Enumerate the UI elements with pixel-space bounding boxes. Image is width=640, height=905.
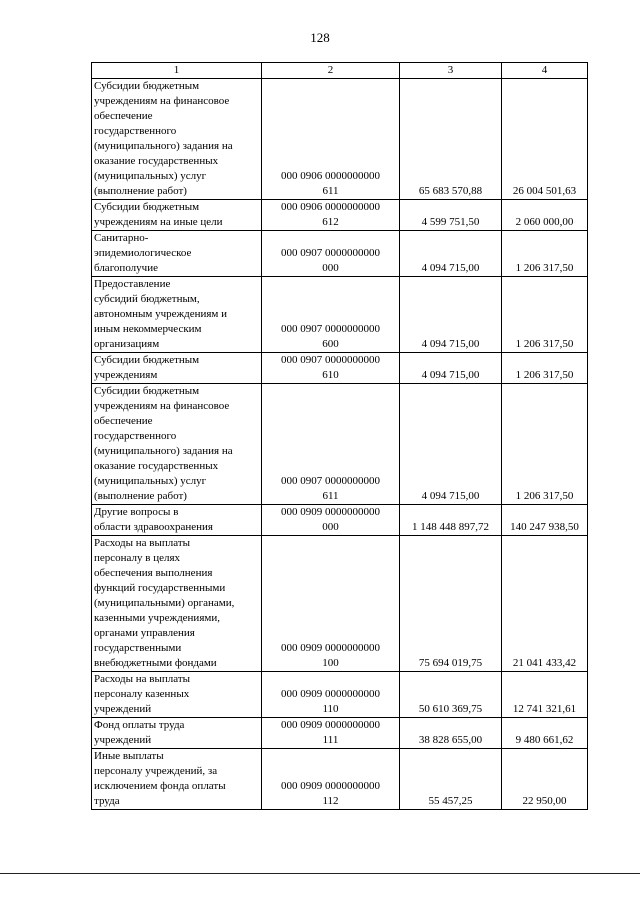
row-code: 000 0907 0000000000 611 (262, 384, 400, 505)
table-row (92, 672, 588, 718)
row-code: 000 0906 0000000000 611 (262, 79, 400, 200)
row-value-col3: 38 828 655,00 (400, 718, 502, 749)
row-name (92, 749, 262, 810)
column-header-4: 4 (502, 63, 588, 79)
row-code: 000 0907 0000000000 610 (262, 353, 400, 384)
row-name-text: Другие вопросы в области здравоохранения (94, 506, 213, 533)
row-name-text: Субсидии бюджетным учреждениям на иные цели (94, 201, 223, 228)
row-name-text: Расходы на выплаты персоналу в целях обеспечения выполнения функций государственными (муниципальными) органами, казенными учреждениями, органами управления государственными внебюджетными фондами (94, 537, 235, 669)
row-name (92, 79, 262, 200)
row-code: 000 0909 0000000000 111 (262, 718, 400, 749)
row-name (92, 505, 262, 536)
table-row (92, 505, 588, 536)
row-name (92, 718, 262, 749)
row-value-col4: 2 060 000,00 (502, 200, 588, 231)
row-code: 000 0909 0000000000 112 (262, 749, 400, 810)
page-bottom-divider (0, 873, 640, 874)
row-value-col3: 4 094 715,00 (400, 277, 502, 353)
row-value-col4: 12 741 321,61 (502, 672, 588, 718)
table-row (92, 353, 588, 384)
row-name-text: Субсидии бюджетным учреждениям (94, 354, 200, 381)
row-value-col4: 1 206 317,50 (502, 353, 588, 384)
table-row (92, 231, 588, 277)
row-code: 000 0907 0000000000 000 (262, 231, 400, 277)
table-row (92, 277, 588, 353)
row-value-col4: 9 480 661,62 (502, 718, 588, 749)
row-name (92, 353, 262, 384)
row-value-col3: 4 094 715,00 (400, 384, 502, 505)
row-code: 000 0909 0000000000 000 (262, 505, 400, 536)
table-row (92, 749, 588, 810)
row-code: 000 0907 0000000000 600 (262, 277, 400, 353)
row-value-col3: 55 457,25 (400, 749, 502, 810)
column-header-3: 3 (400, 63, 502, 79)
page-number: 128 (310, 30, 330, 45)
budget-table (91, 62, 588, 810)
row-name (92, 277, 262, 353)
row-name (92, 231, 262, 277)
row-value-col4: 1 206 317,50 (502, 231, 588, 277)
table-row (92, 79, 588, 200)
row-name-text: Санитарно- эпидемиологическое благополучие (94, 232, 192, 274)
row-code: 000 0906 0000000000 612 (262, 200, 400, 231)
row-code: 000 0909 0000000000 110 (262, 672, 400, 718)
row-value-col4: 1 206 317,50 (502, 277, 588, 353)
row-value-col3: 65 683 570,88 (400, 79, 502, 200)
row-value-col3: 75 694 019,75 (400, 536, 502, 672)
table-row (92, 200, 588, 231)
column-header-2: 2 (262, 63, 400, 79)
row-value-col3: 4 094 715,00 (400, 231, 502, 277)
row-value-col4: 21 041 433,42 (502, 536, 588, 672)
row-name (92, 384, 262, 505)
row-name-text: Предоставление субсидий бюджетным, автономным учреждениям и иным некоммерческим организациям (94, 278, 228, 350)
row-name-text: Расходы на выплаты персоналу казенных учреждений (94, 673, 191, 715)
row-value-col3: 4 599 751,50 (400, 200, 502, 231)
row-value-col3: 50 610 369,75 (400, 672, 502, 718)
table-row (92, 384, 588, 505)
table-row (92, 718, 588, 749)
table-row (92, 536, 588, 672)
row-name (92, 672, 262, 718)
row-value-col4: 140 247 938,50 (502, 505, 588, 536)
row-value-col3: 4 094 715,00 (400, 353, 502, 384)
row-value-col4: 1 206 317,50 (502, 384, 588, 505)
row-value-col4: 22 950,00 (502, 749, 588, 810)
column-header-1: 1 (92, 63, 262, 79)
row-value-col4: 26 004 501,63 (502, 79, 588, 200)
row-value-col3: 1 148 448 897,72 (400, 505, 502, 536)
row-name-text: Субсидии бюджетным учреждениям на финансовое обеспечение государственного (муниципального) задания на оказание государственных (муниципальных) услуг (выполнение работ) (94, 385, 233, 502)
row-name-text: Субсидии бюджетным учреждениям на финансовое обеспечение государственного (муниципального) задания на оказание государственных (муниципальных) услуг (выполнение работ) (94, 80, 233, 197)
row-code: 000 0909 0000000000 100 (262, 536, 400, 672)
row-name (92, 200, 262, 231)
row-name-text: Фонд оплаты труда учреждений (94, 719, 185, 746)
row-name-text: Иные выплаты персоналу учреждений, за исключением фонда оплаты труда (94, 750, 226, 807)
table-header-row (92, 63, 588, 79)
row-name (92, 536, 262, 672)
